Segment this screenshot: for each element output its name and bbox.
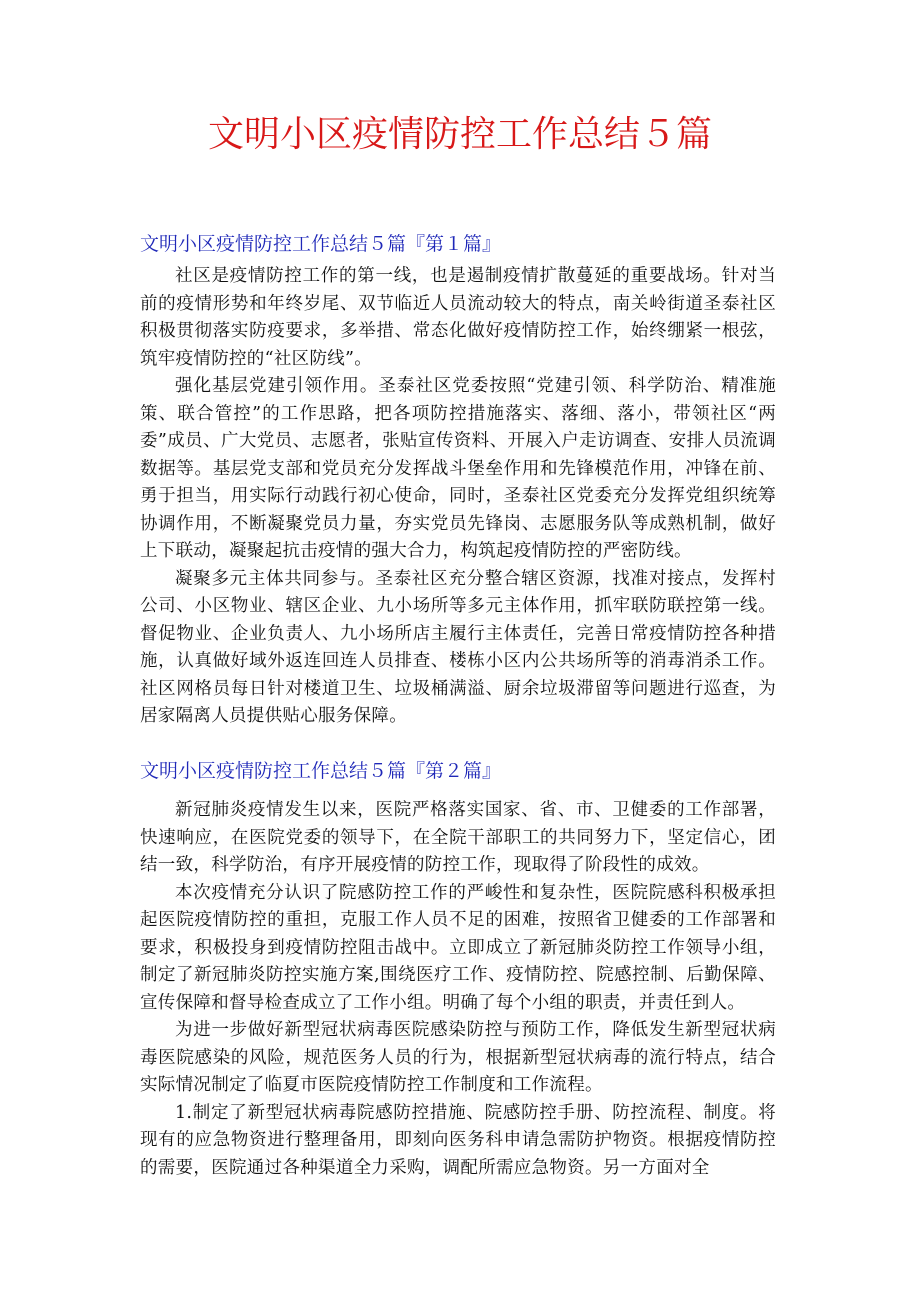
section-1-heading: 文明小区疫情防控工作总结５篇『第１篇』 — [140, 233, 502, 255]
section-2-paragraph: 为进一步做好新型冠状病毒医院感染防控与预防工作，降低发生新型冠状病毒医院感染的风险，规范医务人员的行为，根据新型冠状病毒的流行特点，结合实际情况制定了临夏市医院疫情防控工作制度和工作流程。 — [140, 1020, 776, 1095]
section-2-paragraph: 1.制定了新型冠状病毒院感防控措施、院感防控手册、防控流程、制度。将现有的应急物资进行整理备用，即刻向医务科申请急需防护物资。根据疫情防控的需要，医院通过各种渠道全力采购，调配所需应急物资。另一方面对全 — [140, 1102, 776, 1178]
section-2-paragraph: 新冠肺炎疫情发生以来，医院严格落实国家、省、市、卫健委的工作部署，快速响应，在医院党委的领导下，在全院干部职工的共同努力下，坚定信心，团结一致，科学防治，有序开展疫情的防控工作，现取得了阶段性的成效。 — [140, 800, 776, 875]
document-title: 文明小区疫情防控工作总结５篇 — [207, 114, 712, 155]
section-2-paragraph: 本次疫情充分认识了院感防控工作的严峻性和复杂性，医院院感科积极承担起医院疫情防控的重担，克服工作人员不足的困难，按照省卫健委的工作部署和要求，积极投身到疫情防控阻击战中。立即成立了新冠肺炎防控工作领导小组，制定了新冠肺炎防控实施方案,围绕医疗工作、疫情防控、院感控制、后勤保障、宣传保障和督导检查成立了工作小组。明确了每个小组的职责，并责任到人。 — [140, 882, 776, 1013]
section-1-body — [140, 263, 776, 731]
section-1-paragraph: 强化基层党建引领作用。圣泰社区党委按照“党建引领、科学防治、精准施策、联合管控”的工作思路，把各项防控措施落实、落细、落小，带领社区“两委”成员、广大党员、志愿者，张贴宣传资料、开展入户走访调查、安排人员流调数据等。基层党支部和党员充分发挥战斗堡垒作用和先锋模范作用，冲锋在前、勇于担当，用实际行动践行初心使命，同时，圣泰社区党委充分发挥党组织统筹协调作用，不断凝聚党员力量，夯实党员先锋岗、志愿服务队等成熟机制，做好上下联动，凝聚起抗击疫情的强大合力，构筑起疫情防控的严密防线。 — [140, 376, 776, 561]
section-2-body — [140, 797, 776, 1182]
section-1-paragraph: 社区是疫情防控工作的第一线，也是遏制疫情扩散蔓延的重要战场。针对当前的疫情形势和年终岁尾、双节临近人员流动较大的特点，南关岭街道圣泰社区积极贯彻落实防疫要求，多举措、常态化做好疫情防控工作，始终绷紧一根弦，筑牢疫情防控的“社区防线”。 — [140, 266, 776, 369]
section-1-paragraph: 凝聚多元主体共同参与。圣泰社区充分整合辖区资源，找准对接点，发挥村公司、小区物业、辖区企业、九小场所等多元主体作用，抓牢联防联控第一线。督促物业、企业负责人、九小场所店主履行主体责任，完善日常疫情防控各种措施，认真做好域外返连回连人员排查、楼栋小区内公共场所等的消毒消杀工作。社区网格员每日针对楼道卫生、垃圾桶满溢、厨余垃圾滞留等问题进行巡查，为居家隔离人员提供贴心服务保障。 — [140, 568, 776, 726]
section-2-heading: 文明小区疫情防控工作总结５篇『第２篇』 — [140, 760, 502, 782]
